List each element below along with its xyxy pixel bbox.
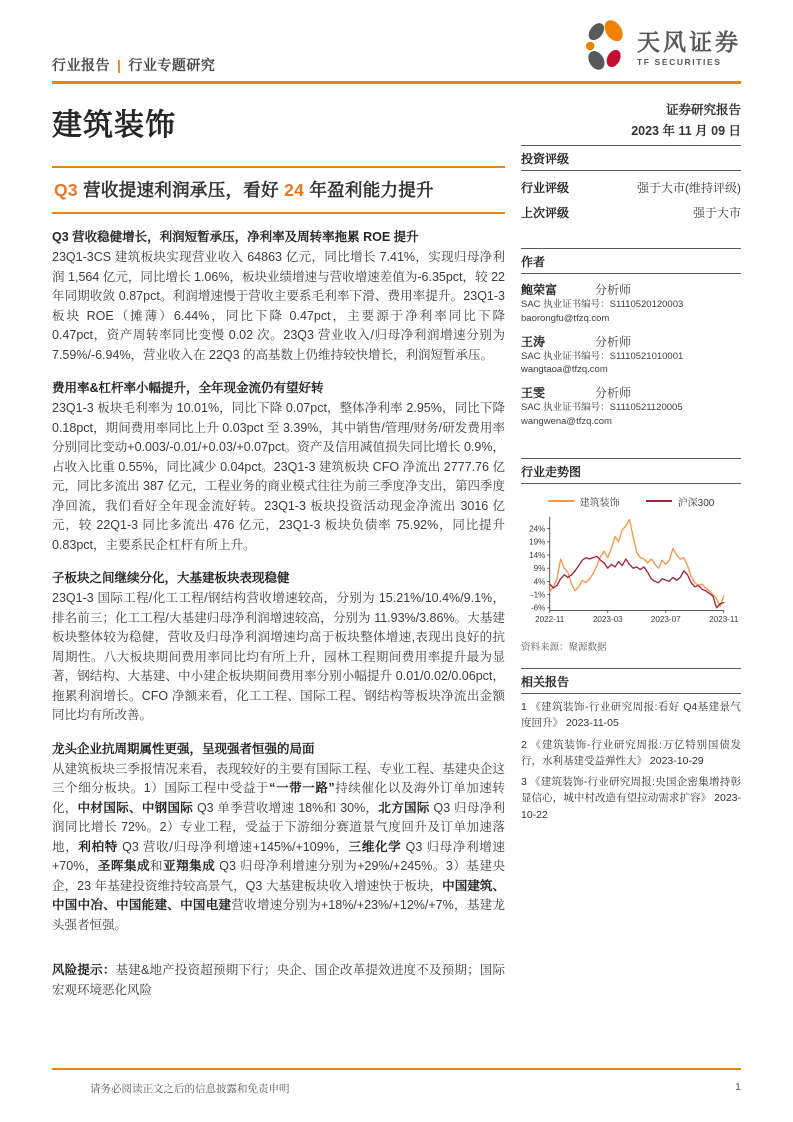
authors-section-title: 作者 (521, 249, 741, 274)
legend-label: 沪深300 (677, 497, 715, 509)
report-type: 证券研究报告 (665, 103, 741, 117)
rating-section (521, 146, 741, 233)
report-headline: Q3 营收提速利润承压，看好 24 年盈利能力提升 (54, 180, 434, 200)
author-email: wangtaoa@tfzq.com (521, 364, 608, 376)
previous-rating-row (521, 204, 741, 221)
related-reports-title: 相关报告 (521, 669, 741, 694)
svg-text:19%: 19% (529, 537, 546, 547)
related-report-item: 2 《建筑装饰-行业研究周报:万亿特别国债发行，水利基建受益弹性大》 2023-10-29 (521, 738, 741, 767)
trend-chart-title: 行业走势图 (521, 459, 741, 484)
legend-line-icon (646, 500, 672, 502)
industry-rating-row (521, 179, 741, 196)
report-date: 2023 年 11 月 09 日 (631, 124, 741, 138)
authors-section (521, 248, 741, 443)
svg-text:2022-11: 2022-11 (535, 614, 565, 624)
svg-text:-1%: -1% (530, 590, 546, 600)
author-role: 分析师 (595, 283, 632, 297)
section-paragraph: 23Q1-3 国际工程/化工工程/钢结构营收增速较高，分别为 15.21%/10.4%/9.1%，排名前三；化工工程/大基建归母净利润增速较高，分别为 11.93%/3.86%。大基建板块整体较为稳健，营收及归母净利润增速均高于板块整体增速,表现出良好的抗周期性。八大板块期间费用率同比均有所上升，园林工程期间费用率提升最为显著，钢结构、大基建、中小建企板块期间费用率分别小幅提升 0.01/0.02/0.06pct，拖累利润增长。CFO 净额来看，化工工程、国际工程、钢结构等板块净流出金额同比均有所改善。 (52, 591, 505, 722)
sidebar (521, 84, 741, 833)
author-name: 鲍荣富 (521, 283, 558, 297)
chart-legend (521, 494, 741, 509)
author-entry (521, 384, 741, 429)
author-name: 王涛 (521, 334, 546, 349)
risk-notice: 风险提示：基建&地产投资超预期下行；央企、国企改革提效进度不及预期；国际宏观环境恶化风险 (52, 963, 505, 997)
section-revenue-roe (52, 227, 505, 365)
author-cert: SAC 执业证书编号：S1110520120003 (521, 299, 684, 310)
page-header (52, 0, 741, 81)
brand-logo (583, 20, 741, 77)
rating-label: 行业评级 (521, 181, 570, 195)
tf-securities-flower-icon (583, 20, 629, 77)
brand-name-cn: 天风证券 (637, 29, 741, 56)
category-separator: | (117, 57, 122, 73)
author-role: 分析师 (595, 386, 632, 401)
trend-chart-section (521, 458, 741, 653)
svg-text:-6%: -6% (530, 603, 546, 613)
main-column (52, 84, 505, 1000)
section-leaders (52, 739, 505, 936)
page-number: 1 (735, 1081, 741, 1093)
headline-box (52, 166, 505, 214)
brand-name-en: TF SECURITIES (637, 56, 722, 67)
legend-line-icon (548, 500, 574, 502)
author-name: 王雯 (521, 386, 546, 401)
author-role: 分析师 (595, 334, 632, 349)
author-entry (521, 333, 741, 378)
legend-label: 建筑装饰 (579, 497, 620, 509)
section-paragraph: 23Q1-3 板块毛利率为 10.01%，同比下降 0.07pct，整体净利率 2.95%，同比下降 0.18pct，期间费用率同比上升 0.03pct 至 3.39%，其中销售/管理/财务/研发费用率分别同比变动+0.003/-0.01/+0.03/+0.07pct。资产及信用减值损失同比增长 0.9%，占收入比重 0.55%，同比减少 0.04pct。23Q1-3 建筑板块 CFO 净流出 2777.76 亿元，同比多流出 387 亿元，工程业务的商业模式往往为前三季度净支出，第四季度净回流，我们看好全年现金流好转。23Q1-3 板块投资活动现金净流出 3016 亿元，较 22Q1-3 同比多流出 476 亿元，23Q1-3 板块负债率 75.92%，同比提升 0.83pct，主要系民企杠杆有所上升。 (52, 401, 505, 552)
rating-value: 强于大市 (692, 206, 741, 220)
report-meta (521, 100, 741, 146)
brand-name (637, 30, 741, 66)
section-heading: 子板块之间继续分化，大基建板块表现稳健 (52, 571, 290, 585)
footer-disclaimer: 请务必阅读正文之后的信息披露和免责申明 (90, 1083, 290, 1095)
section-heading: 龙头企业抗周期属性更强，呈现强者恒强的局面 (52, 741, 315, 756)
rating-value: 强于大市(维持评级) (637, 181, 741, 195)
category-label: 行业报告 (52, 57, 110, 73)
author-entry (521, 281, 741, 326)
author-email: wangwena@tfzq.com (521, 415, 612, 427)
author-cert: SAC 执业证书编号：S1110521010001 (521, 350, 684, 362)
svg-text:2023-03: 2023-03 (592, 614, 623, 624)
svg-text:2023-11: 2023-11 (709, 614, 739, 624)
chart-source: 资料来源：聚源数据 (521, 642, 607, 654)
legend-item-industry (548, 494, 620, 509)
subcategory-label: 行业专题研究 (128, 57, 216, 73)
section-subsectors (52, 568, 505, 726)
page-footer (52, 1068, 741, 1096)
svg-text:2023-07: 2023-07 (650, 614, 681, 624)
svg-text:9%: 9% (533, 563, 546, 573)
section-heading: 费用率&杠杆率小幅提升，全年现金流仍有望好转 (52, 381, 324, 395)
svg-text:14%: 14% (529, 550, 546, 560)
svg-text:4%: 4% (533, 576, 546, 586)
legend-item-index (646, 494, 715, 509)
rating-section-title: 投资评级 (521, 146, 741, 171)
section-paragraph: 23Q1-3CS 建筑板块实现营业收入 64863 亿元，同比增长 7.41%，实现归母净利润 1,564 亿元，同比增长 1.06%，板块业绩增速与营收增速差值为-6.35pct，较 22 年同期收敛 0.87pct。利润增速慢于营收主要系毛利率下滑、费用率提升。23Q1-3 板块 ROE（摊薄）6.44%，同比下降 0.47pct，主要源于净利率同比下降 0.47pct，资产周转率同比变慢 0.02 次。23Q3 营业收入/归母净利润增速分别为 7.59%/-6.94%，营业收入在 22Q3 的高基数上仍维持较快增长，利润短暂承压。 (52, 250, 505, 362)
section-heading: Q3 营收稳健增长，利润短暂承压，净利率及周转率拖累 ROE 提升 (52, 230, 419, 244)
author-email: baorongfu@tfzq.com (521, 312, 610, 324)
section-expense-cashflow (52, 378, 505, 555)
related-reports-section (521, 668, 741, 833)
section-paragraph: 从建筑板块三季报情况来看，表现较好的主要有国际工程、专业工程、基建央企这三个细分板块。1）国际工程中受益于“一带一路”持续催化以及海外订单加速转化，中材国际、中钢国际 Q3 单季营收增速 18%和 30%，北方国际 Q3 归母净利润同比增长 72%。2）专业工程，受益于下游细分赛道景气度回升及订单加速落地，利柏特 Q3 营收/归母净利增速+145%/+109%，三维化学 Q3 归母净利增速+70%，圣晖集成和亚翔集成 Q3 归母净利增速分别为+29%/+245%。3）基建央企，23 年基建投资维持较高景气，Q3 大基建板块收入增速快于板块，中国建筑、中国中冶、中国能建、中国电建营收增速分别为+18%/+23%/+12%/+7%，基建龙头强者恒强。 (52, 761, 505, 932)
svg-text:24%: 24% (529, 524, 546, 534)
rating-label: 上次评级 (521, 206, 570, 220)
author-cert: SAC 执业证书编号：S1110521120005 (521, 402, 683, 414)
industry-title: 建筑装饰 (52, 109, 176, 142)
report-category (52, 55, 215, 77)
trend-line-chart (521, 511, 741, 633)
related-report-item: 1 《建筑装饰-行业研究周报:看好 Q4基建景气度回升》 2023-11-05 (521, 701, 741, 730)
related-report-item: 3 《建筑装饰-行业研究周报:央国企密集增持彰显信心，城中村改造有望拉动需求扩容》 2023-10-22 (521, 776, 741, 821)
